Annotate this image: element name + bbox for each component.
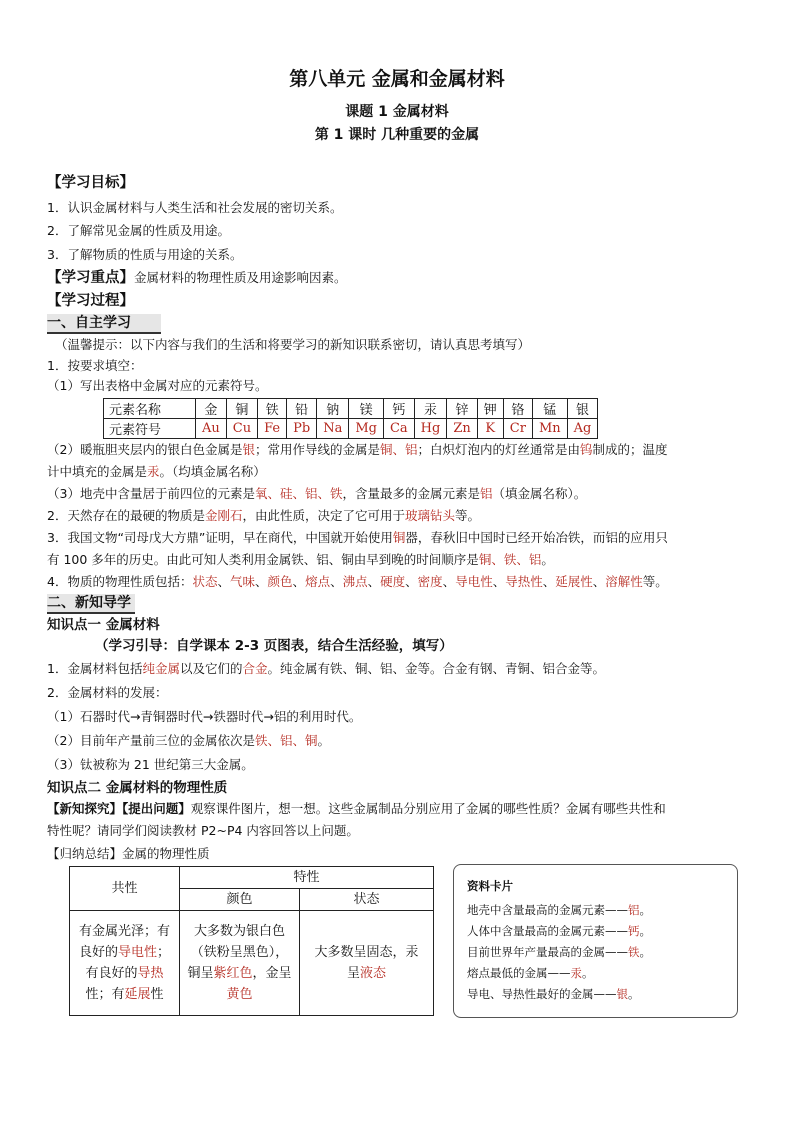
q-text: 等。 — [642, 574, 668, 589]
q3-line — [47, 529, 668, 547]
q-text: 以及它们的 — [179, 661, 243, 676]
answer: 铁 — [628, 945, 640, 959]
card-text: 地壳中含量最高的金属元素—— — [467, 903, 628, 917]
element-name-cell: 镁 — [349, 399, 384, 419]
cell-text: 有金属光泽；有 — [78, 924, 170, 939]
element-name-cell: 银 — [567, 399, 598, 419]
cell-text: （铁粉呈黑色）， — [190, 945, 289, 960]
card-text: 导电、导热性最好的金属—— — [467, 987, 617, 1001]
header-state: 状态 — [300, 889, 434, 911]
cell-line — [72, 984, 177, 1005]
k1-guide: （学习引导：自学课本 2-3 页图表，结合生活经验，填写） — [95, 638, 453, 654]
q1-2-line — [47, 441, 668, 459]
cell-text: ，金呈 — [252, 966, 292, 981]
q1-3-line — [47, 485, 586, 503]
q-text: ，含量最多的金属元素是 — [342, 486, 480, 501]
q-text: 。纯金属有铁、铜、铝、金等。合金有钢、青铜、铝合金等。 — [267, 661, 606, 676]
focus-label: 【学习重点】 — [47, 270, 134, 286]
element-symbol-cell: Pb — [287, 419, 317, 439]
element-name-cell: 钙 — [383, 399, 414, 419]
q3-line2 — [47, 551, 554, 569]
q-text: 有 100 多年的历史。由此可知人类利用金属铁、铝、铜由早到晚的时间顺序是 — [47, 552, 479, 567]
element-name-row — [104, 399, 598, 419]
answer: 铝 — [480, 486, 493, 501]
objective-item: 3．了解物质的性质与用途的关系。 — [47, 247, 243, 262]
q-text: （填金属名称）。 — [492, 486, 587, 501]
answer: 延展 — [124, 987, 151, 1002]
answer: 银 — [242, 442, 255, 457]
card-text: 。 — [639, 924, 651, 938]
element-symbol-cell: Na — [317, 419, 349, 439]
cell-line — [72, 963, 177, 984]
color-cell — [180, 911, 300, 1016]
k1-2-3-text: （3）钛被称为 21 世纪第三大金属。 — [47, 757, 254, 772]
common-cell — [70, 911, 180, 1016]
card-row — [467, 923, 651, 939]
answer: 钙 — [628, 924, 640, 938]
process-heading: 【学习过程】 — [47, 293, 134, 309]
q-text: 计中填充的金属是 — [47, 464, 148, 479]
answer: 硬度 — [380, 574, 406, 589]
q-text: 等。 — [455, 508, 481, 523]
part2-title: 二、新知导学 — [47, 594, 135, 614]
element-symbol-cell: Au — [196, 419, 227, 439]
card-text: 。 — [639, 945, 651, 959]
q-text: （2）暖瓶胆夹层内的银白色金属是 — [47, 442, 243, 457]
answer: 熔点 — [305, 574, 331, 589]
element-symbol-cell: Ca — [383, 419, 414, 439]
q2-line — [47, 507, 480, 525]
card-row — [467, 944, 651, 960]
answer: 延展性 — [555, 574, 593, 589]
element-symbol-row — [104, 419, 598, 439]
q-text: 。 — [541, 552, 554, 567]
answer: 黄色 — [226, 987, 253, 1002]
answer: 导电性 — [455, 574, 493, 589]
element-name-cell: 铅 — [287, 399, 317, 419]
answer: 状态 — [192, 574, 218, 589]
unit-title: 第八单元 金属和金属材料 — [289, 68, 505, 90]
card-text: 目前世界年产量最高的金属—— — [467, 945, 628, 959]
cell-text: 大多数为银白色 — [193, 924, 285, 939]
focus-line — [47, 269, 347, 287]
cell-text: 大多数呈固态，汞 — [314, 945, 419, 960]
q-text: 2．天然存在的最硬的物质是 — [47, 508, 205, 523]
summary-text: 金属的物理性质 — [122, 846, 210, 861]
k1-2-1-text: （1）石器时代→青铜器时代→铁器时代→铝的利用时代。 — [47, 709, 362, 724]
q-text: 。 — [317, 733, 330, 748]
lesson-title: 第 1 课时 几种重要的金属 — [314, 127, 480, 143]
element-table — [103, 398, 598, 439]
element-name-cell: 锰 — [532, 399, 567, 419]
answer: 合金 — [242, 661, 268, 676]
q1-1-text: （1）写出表格中金属对应的元素符号。 — [47, 378, 268, 393]
answer: 液态 — [360, 966, 387, 981]
explore-label: 【新知探究】 — [47, 801, 123, 816]
element-name-cell: 汞 — [414, 399, 447, 419]
q-text: 4．物质的物理性质包括： — [47, 574, 193, 589]
element-symbol-cell: Cr — [503, 419, 532, 439]
element-symbol-cell: Mg — [349, 419, 384, 439]
element-symbol-cell: Zn — [447, 419, 477, 439]
card-text: 熔点最低的金属—— — [467, 966, 571, 980]
q-text: 器，春秋旧中国时已经开始冶铁，而铝的应用只 — [405, 530, 668, 545]
q-text: ；常用作导线的金属是 — [254, 442, 380, 457]
objective-item: 2．了解常见金属的性质及用途。 — [47, 223, 230, 238]
answer: 紫红色 — [213, 966, 253, 981]
q-text: 观察课件图片，想一想。这些金属制品分别应用了金属的哪些性质？金属有哪些共性和 — [190, 801, 666, 816]
explore-line — [47, 800, 666, 818]
card-text: 。 — [639, 903, 651, 917]
cell-text: 铜呈 — [187, 966, 214, 981]
element-symbol-cell: Ag — [567, 419, 598, 439]
answer: 溶解性 — [605, 574, 643, 589]
cell-text: 性 — [85, 987, 99, 1002]
answer: 金刚石 — [204, 508, 243, 523]
k1-2-text: 2．金属材料的发展： — [47, 685, 168, 700]
element-name-cell: 钾 — [477, 399, 503, 419]
answer: 导电性 — [117, 945, 157, 960]
q1-2-line2 — [47, 463, 266, 481]
q-text: ，由此性质，决定了它可用于 — [242, 508, 405, 523]
answer: 铁、铝、铜 — [254, 733, 318, 748]
q-text: （3）地壳中含量居于前四位的元素是 — [47, 486, 255, 501]
q-text: 3．我国文物“司母戊大方鼎”证明，早在商代，中国就开始使用 — [47, 530, 393, 545]
answer: 银 — [616, 987, 628, 1001]
answer: 玻璃钻头 — [405, 508, 456, 523]
objective-item: 1．认识金属材料与人类生活和社会发展的密切关系。 — [47, 200, 343, 215]
cell-line — [302, 963, 431, 984]
q1-text: 1．按要求填空： — [47, 358, 143, 373]
element-symbol-cell: Fe — [258, 419, 287, 439]
cell-line — [182, 963, 297, 984]
q-text: 。（均填金属名称） — [159, 464, 266, 479]
element-symbol-cell: Hg — [414, 419, 447, 439]
k1-title: 知识点一 金属材料 — [47, 617, 160, 633]
header-common: 共性 — [70, 867, 180, 911]
element-name-cell: 钠 — [317, 399, 349, 419]
answer: 纯金属 — [142, 661, 180, 676]
element-symbol-cell: Cu — [226, 419, 257, 439]
q-text: （2）目前年产量前三位的金属依次是 — [47, 733, 255, 748]
element-name-cell: 铜 — [226, 399, 257, 419]
card-row — [467, 965, 594, 981]
table-header: 元素符号 — [104, 419, 196, 439]
element-symbol-cell: K — [477, 419, 503, 439]
answer: 导热 — [137, 966, 164, 981]
topic-title: 课题 1 金属材料 — [345, 104, 449, 120]
card-text: 人体中含量最高的金属元素—— — [467, 924, 628, 938]
answer: 导热性 — [505, 574, 543, 589]
answer: 铜、铁、铝 — [478, 552, 542, 567]
card-row — [467, 986, 640, 1002]
table-header: 元素名称 — [104, 399, 196, 419]
element-name-cell: 铁 — [258, 399, 287, 419]
q-text: 1．金属材料包括 — [47, 661, 143, 676]
card-title: 资料卡片 — [467, 879, 513, 893]
q-text: 制成的；温度 — [592, 442, 668, 457]
cell-text: 有良好的 — [85, 966, 138, 981]
answer: 密度 — [417, 574, 443, 589]
cell-text: 呈 — [346, 966, 360, 981]
element-symbol-cell: Mn — [532, 419, 567, 439]
answer: 气味 — [230, 574, 256, 589]
focus-text: 金属材料的物理性质及用途影响因素。 — [134, 270, 347, 285]
header-special: 特性 — [180, 867, 434, 889]
answer: 汞 — [570, 966, 582, 980]
summary-line — [47, 845, 210, 863]
explore-q-label: 【提出问题】 — [122, 801, 191, 816]
property-table — [69, 866, 434, 1016]
objectives-heading: 【学习目标】 — [47, 175, 134, 191]
header-color: 颜色 — [180, 889, 300, 911]
state-cell — [300, 911, 434, 1016]
answer: 颜色 — [267, 574, 293, 589]
element-name-cell: 铬 — [503, 399, 532, 419]
k1-1-line — [47, 660, 605, 678]
card-text: 。 — [582, 966, 594, 980]
info-card — [453, 864, 738, 1018]
cell-text: ；有 — [98, 987, 125, 1002]
answer: 钨 — [580, 442, 593, 457]
k2-title: 知识点二 金属材料的物理性质 — [47, 780, 228, 796]
answer: 铝 — [628, 903, 640, 917]
part1-title: 一、自主学习 — [47, 314, 161, 334]
answer: 铜 — [392, 530, 406, 545]
cell-line — [72, 942, 177, 963]
tip-text: （温馨提示：以下内容与我们的生活和将要学习的新知识联系密切，请认真思考填写） — [55, 337, 531, 352]
answer: 沸点 — [342, 574, 368, 589]
summary-label: 【归纳总结】 — [47, 846, 123, 861]
cell-text: 性 — [150, 987, 164, 1002]
card-text: 。 — [628, 987, 640, 1001]
q4-line: 4．物质的物理性质包括：状态、气味、颜色、熔点、沸点、硬度、密度、导电性、导热性、延展性、溶解性等。 — [47, 574, 668, 589]
q-text: ；白炽灯泡内的灯丝通常是由 — [417, 442, 581, 457]
explore-line2: 特性呢？请同学们阅读教材 P2~P4 内容回答以上问题。 — [47, 823, 359, 838]
element-name-cell: 金 — [196, 399, 227, 419]
card-row — [467, 902, 651, 918]
answer: 氧、硅、铝、铁 — [254, 486, 343, 501]
element-name-cell: 锌 — [447, 399, 477, 419]
cell-text: ； — [157, 945, 171, 960]
answer: 铜、铝 — [380, 442, 418, 457]
answer: 汞 — [147, 464, 160, 479]
cell-text: 良好的 — [78, 945, 118, 960]
k1-2-2-line — [47, 732, 330, 750]
